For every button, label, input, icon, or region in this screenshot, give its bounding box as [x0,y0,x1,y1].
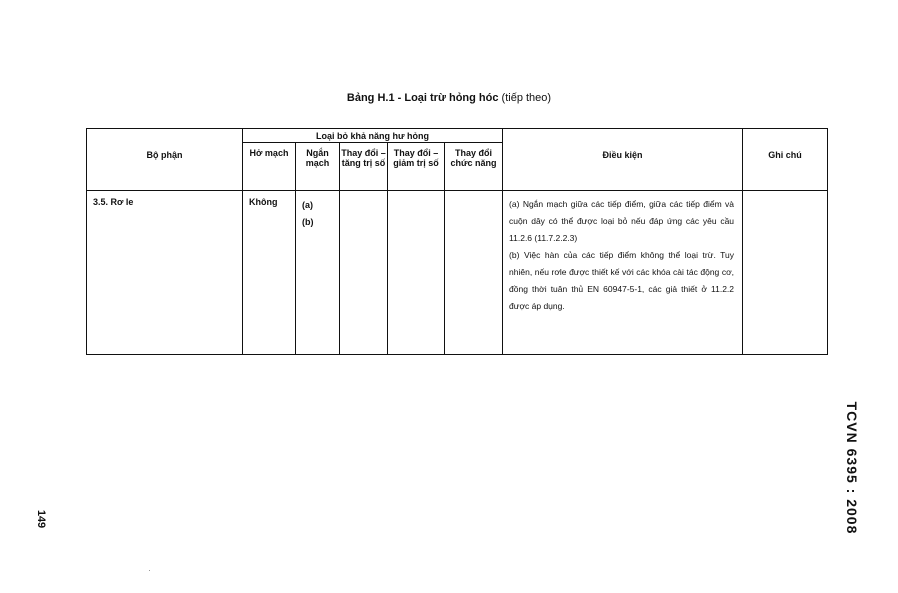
short-circuit-a: (a) [302,200,313,210]
cell-note [743,191,828,355]
header-note: Ghi chú [743,129,828,191]
table-row [87,191,828,355]
header-part: Bộ phận [87,129,243,191]
condition-a: (a) Ngắn mạch giữa các tiếp điểm, giữa các tiếp điểm và cuộn dây có thể được loại bỏ nếu đáp ứng các yêu cầu 11.2.6 (11.7.2.2.3) [509,199,735,243]
header-fault-group: Loại bỏ khả năng hư hỏng [243,129,503,143]
header-function-change: Thay đổi chức năng [445,143,503,191]
cell-function-change [445,191,503,355]
short-circuit-b: (b) [302,217,314,227]
header-open-circuit: Hở mạch [243,143,296,191]
caption-continued: (tiếp theo) [501,92,552,104]
header-row-1 [87,129,828,143]
cell-value-increase [340,191,388,355]
caption-title: Bảng H.1 - Loại trừ hỏng hóc [346,92,499,104]
page-number: 149 [35,509,47,529]
fault-exclusion-table [86,128,828,355]
header-condition: Điều kiện [503,129,743,191]
header-value-decrease: Thay đổi – giảm trị số [388,143,445,191]
cell-value-decrease [388,191,445,355]
header-value-increase: Thay đổi – tăng trị số [340,143,388,191]
scan-speck [149,570,150,571]
cell-part: 3.5. Rơ le [87,191,243,355]
condition-b: (b) Việc hàn của các tiếp điểm không thể loại trừ. Tuy nhiên, nếu rơle được thiết kế với các khóa cài tác động cơ, đồng thời tuân thủ EN 60947-5-1, các giả thiết ở 11.2.2 được áp dụng. [509,250,735,311]
header-short-circuit: Ngắn mạch [296,143,340,191]
cell-open-circuit: Không [243,191,296,355]
table-caption [0,92,898,104]
cell-short-circuit [296,191,340,355]
cell-condition [503,191,743,355]
standard-label: TCVN 6395 : 2008 [844,401,860,535]
